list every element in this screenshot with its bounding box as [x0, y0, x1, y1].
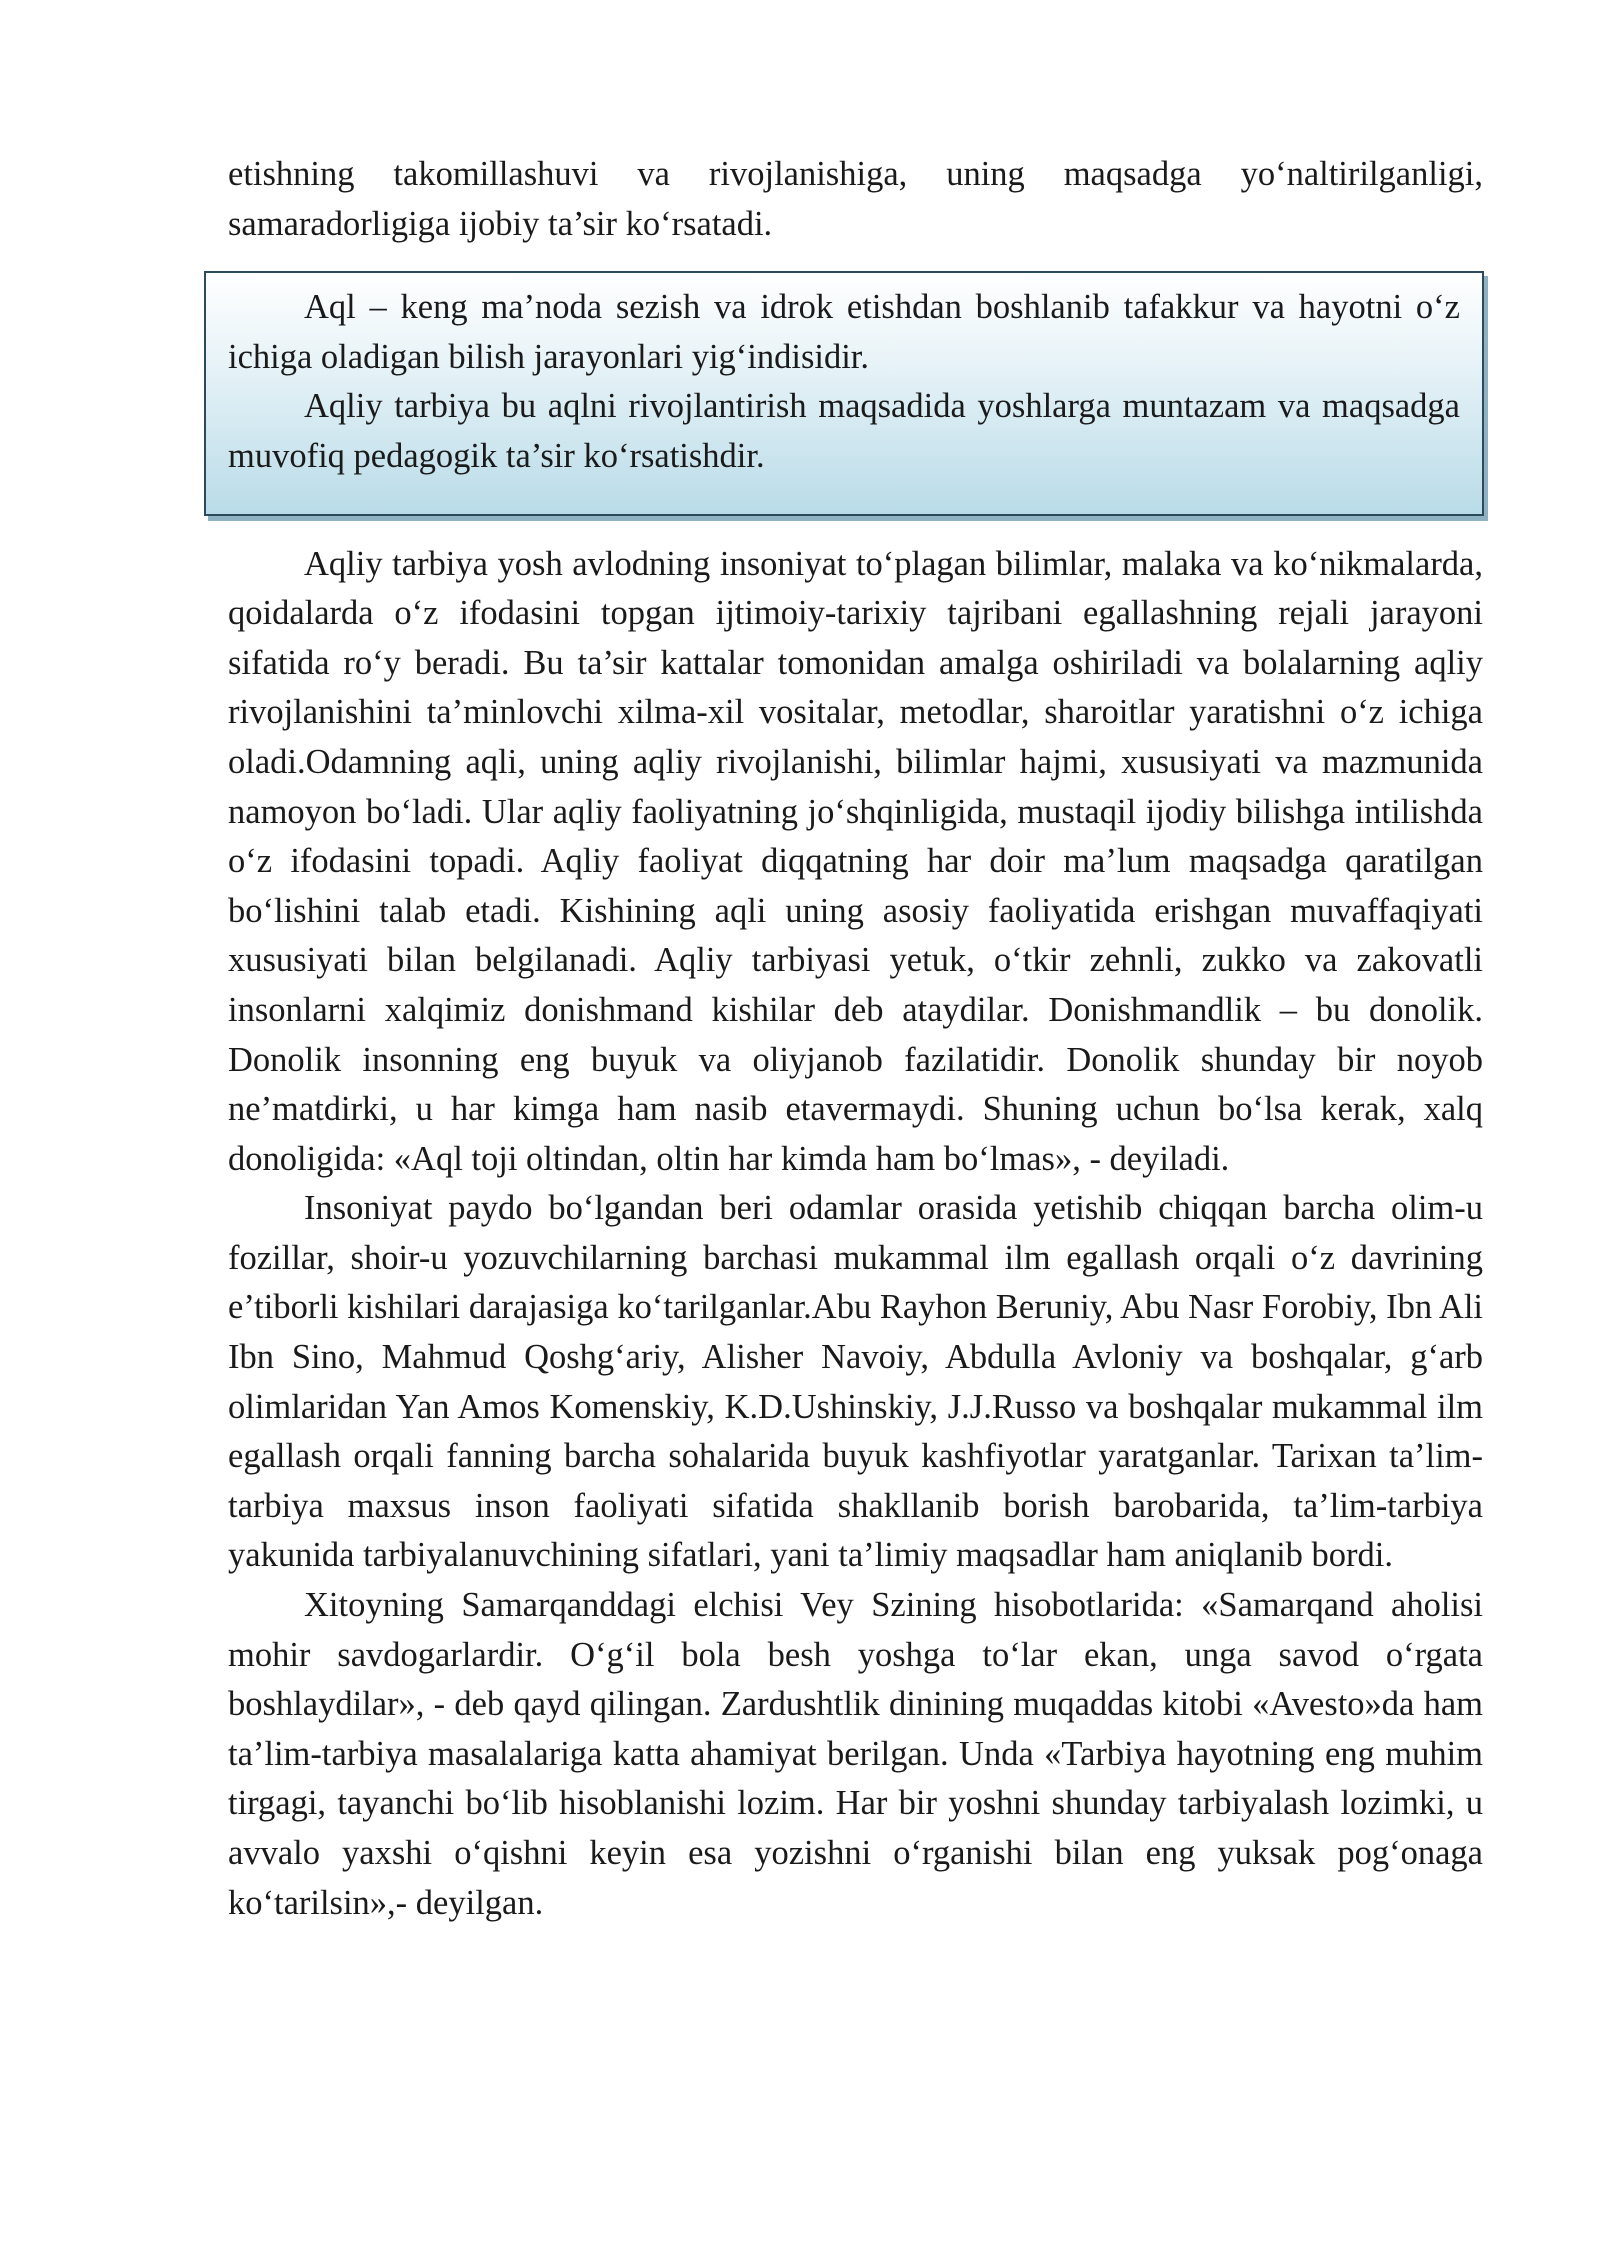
- definition-callout-box: [204, 271, 1484, 515]
- body-paragraph: Xitoyning Samarqanddagi elchisi Vey Szining hisobotlarida: «Samarqand aholisi mohir savdogarlardir. O‘g‘il bola besh yoshga to‘lar ekan, unga savod o‘rgata boshlaydilar», - deb qayd qilingan. Zardushtlik dinining muqaddas kitobi «Avesto»da ham ta’lim-tarbiya masalalariga katta ahamiyat berilgan. Unda «Tarbiya hayotning eng muhim tirgagi, tayanchi bo‘lib hisoblanishi lozim. Har bir yoshni shunday tarbiyalash lozimki, u avvalo yaxshi o‘qishni keyin esa yozishni o‘rganishi bilan eng yuksak pog‘onaga ko‘tarilsin»,- deyilgan.: [228, 1586, 1483, 1922]
- page-content: [228, 150, 1483, 1928]
- definition-aqliy-tarbiya: Aqliy tarbiya bu aqlni rivojlantirish maqsadida yoshlarga muntazam va maqsadga muvofiq pedagogik ta’sir ko‘rsatishdir.: [228, 387, 1460, 475]
- definition-aql: Aql – keng ma’noda sezish va idrok etishdan boshlanib tafakkur va hayotni o‘z ichiga oladigan bilish jarayonlari yig‘indisidir.: [228, 288, 1460, 376]
- intro-paragraph: etishning takomillashuvi va rivojlanishiga, uning maqsadga yo‘naltirilganligi, samaradorligiga ijobiy ta’sir ko‘rsatadi.: [228, 155, 1483, 243]
- body-paragraph: Insoniyat paydo bo‘lgandan beri odamlar orasida yetishib chiqqan barcha olim-u fozillar, shoir-u yozuvchilarning barchasi mukammal ilm egallash orqali o‘z davrining e’tiborli kishilari darajasiga ko‘tarilganlar.Abu Rayhon Beruniy, Abu Nasr Forobiy, Ibn Ali Ibn Sino, Mahmud Qoshg‘ariy, Alisher Navoiy, Abdulla Avloniy va boshqalar, g‘arb olimlaridan Yan Amos Komenskiy, K.D.Ushinskiy, J.J.Russo va boshqalar mukammal ilm egallash orqali fanning barcha sohalarida buyuk kashfiyotlar yaratganlar. Tarixan ta’lim-tarbiya maxsus inson faoliyati sifatida shakllanib borish barobarida, ta’lim-tarbiya yakunida tarbiyalanuvchining sifatlari, yani ta’limiy maqsadlar ham aniqlanib bordi.: [228, 1189, 1483, 1575]
- body-paragraph: Aqliy tarbiya yosh avlodning insoniyat to‘plagan bilimlar, malaka va ko‘nikmalarda, qoidalarda o‘z ifodasini topgan ijtimoiy-tarixiy tajribani egallashning rejali jarayoni sifatida ro‘y beradi. Bu ta’sir kattalar tomonidan amalga oshiriladi va bolalarning aqliy rivojlanishini ta’minlovchi xilma-xil vositalar, metodlar, sharoitlar yaratishni o‘z ichiga oladi.Odamning aqli, uning aqliy rivojlanishi, bilimlar hajmi, xususiyati va mazmunida namoyon bo‘ladi. Ular aqliy faoliyatning jo‘shqinligida, mustaqil ijodiy bilishga intilishda o‘z ifodasini topadi. Aqliy faoliyat diqqatning har doir ma’lum maqsadga qaratilgan bo‘lishini talab etadi. Kishining aqli uning asosiy faoliyatida erishgan muvaffaqiyati xususiyati bilan belgilanadi. Aqliy tarbiyasi yetuk, o‘tkir zehnli, zukko va zakovatli insonlarni xalqimiz donishmand kishilar deb ataydilar. Donishmandlik – bu donolik. Donolik insonning eng buyuk va oliyjanob fazilatidir. Donolik shunday bir noyob ne’matdirki, u har kimga ham nasib etavermaydi. Shuning uchun bo‘lsa kerak, xalq donoligida: «Aql toji oltindan, oltin har kimda ham bo‘lmas», - deyiladi.: [228, 544, 1483, 1178]
